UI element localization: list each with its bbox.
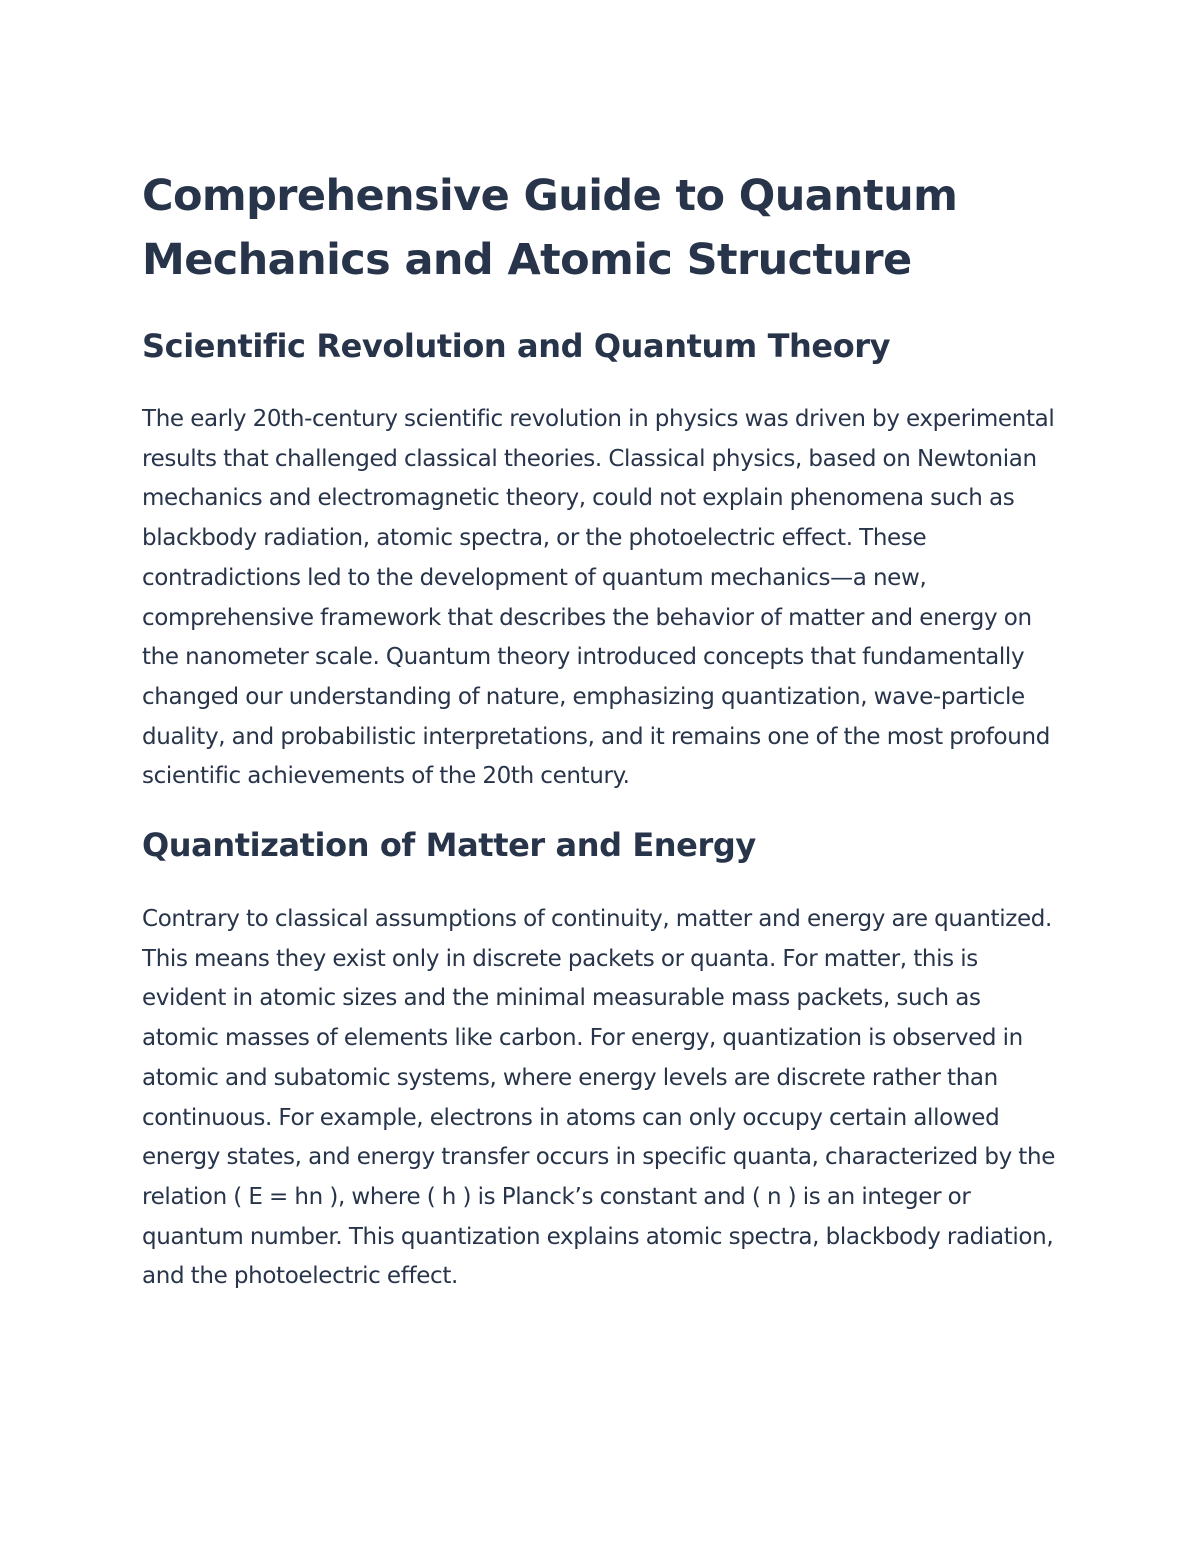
section-heading-scientific-revolution: Scientific Revolution and Quantum Theory — [142, 327, 891, 365]
document-content — [142, 164, 1062, 1297]
section-body-quantization: Contrary to classical assumptions of continuity, matter and energy are quantized. This means they exist only in discrete packets or quanta. For matter, this is evident in atomic sizes and the minimal measurable mass packets, such as atomic masses of elements like carbon. For energy, quantization is observed in atomic and subatomic systems, where energy levels are discrete rather than continuous. For example, electrons in atoms can only occupy certain allowed energy states, and energy transfer occurs in specific quanta, characterized by the relation ( E = hn ), where ( h ) is Planck’s constant and ( n ) is an integer or quantum number. This quantization explains atomic spectra, blackbody radiation, and the photoelectric effect. — [142, 906, 1055, 1290]
section-body-scientific-revolution: The early 20th-century scientific revolution in physics was driven by experimental results that challenged classical theories. Classical physics, based on Newtonian mechanics and electromagnetic theory, could not explain phenomena such as blackbody radiation, atomic spectra, or the photoelectric effect. These contradictions led to the development of quantum mechanics—a new, comprehensive framework that describes the behavior of matter and energy on the nanometer scale. Quantum theory introduced concepts that fundamentally changed our understanding of nature, emphasizing quantization, wave-particle duality, and probabilistic interpretations, and it remains one of the most profound scientific achievements of the 20th century. — [142, 406, 1055, 790]
document-title: Comprehensive Guide to Quantum Mechanics and Atomic Structure — [142, 171, 958, 285]
section-heading-quantization: Quantization of Matter and Energy — [142, 826, 756, 865]
